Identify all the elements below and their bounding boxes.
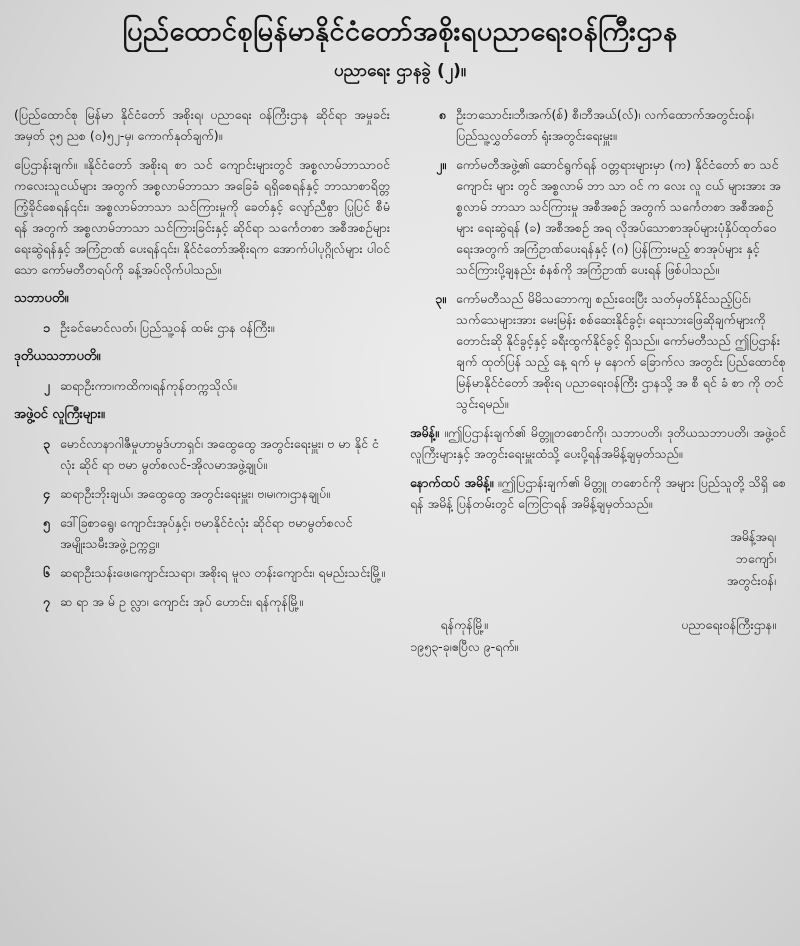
- page-title: ပြည်ထောင်စုမြန်မာနိုင်ငံတော်အစိုးရပညာရေးဝန်ကြီးဌာန: [122, 16, 678, 47]
- intro-paragraph: (ပြည်ထောင်စု မြန်မာ နိုင်ငံတော် အစိုးရ၊ ပညာရေး ဝန်ကြီးဌာန ဆိုင်ရာ အမှုခင်း အမှတ် ၃၅ ညစ (၀)၅၂-မှ၊ ကောက်နုတ်ချက်)။: [14, 107, 390, 143]
- by-order-line: အမိန့်အရ၊: [730, 529, 776, 544]
- members-heading: အဖွဲ့ဝင် လူကြီးများ။: [14, 407, 105, 422]
- order-text: ။ဤပြဌာန်းချက်၏ မိတ္တူတစောင်ကို၊ သဘာပတိ၊ ဒုတိယသဘာပတိ၊ အဖွဲ့ဝင် လူကြီးများနှင့် အတွင်းရေးမှူးထံသို့ ပေးပို့ရန်အမိန့်ချမှတ်သည်။: [410, 425, 786, 461]
- place-date: [410, 614, 518, 658]
- further-order-label: နောက်ထပ် အမိန့်။: [410, 475, 494, 490]
- paragraph-number: ၃။: [435, 291, 446, 306]
- signatory-title: အတွင်းဝန်၊: [726, 573, 776, 588]
- item-text: ဆရာဦးဘိုးချယ်၊ အထွေထွေ အတွင်းရေးမှူး၊ ဗ၊မ၊က၊ဌာနချုပ်။: [60, 486, 330, 501]
- item-text: ဒေါ်ခြစာရွေ၊ ကျောင်းအုပ်နှင့်၊ ဗမာနိုင်ငံလုံး ဆိုင်ရာ ဗမာမွတ်စလင် အမျိုးသမီးအဖွဲ့ဥက္ကဋ္ဌ။: [60, 515, 353, 551]
- list-item: [14, 562, 390, 583]
- item-number: ၅: [42, 515, 50, 530]
- powers-paragraph: [410, 288, 786, 414]
- signatory-name: ဘကျော်၊: [735, 551, 776, 566]
- list-item: [14, 317, 390, 338]
- item-text: ဦးခင်မောင်လတ်၊ ပြည်သူ့ဝန် ထမ်း ဌာန ဝန်ကြီး။: [60, 320, 275, 335]
- paragraph-number: ၂။: [436, 157, 446, 172]
- item-number: ၆: [42, 565, 50, 580]
- list-item: [14, 512, 390, 554]
- right-column: [410, 104, 786, 658]
- item-number: ၄: [42, 486, 50, 501]
- item-number: ၂: [43, 378, 50, 393]
- further-order-text: ။ဤပြဌာန်းချက်၏ မိတ္တူ တစောင်ကို အများ ပြည်သူတို့ သိရှိ စေရန် အမိန့် ပြန်တမ်းတွင် ကြေငြာရန် အမိန့်ချမှတ်သည်။: [410, 475, 786, 511]
- paragraph-text: ကော်မတီသည် မိမိသဘောကျ စည်းဝေးပြီး သတ်မှတ်နိုင်သည့်ပြင်၊ သက်သေများအား မေးမြန်း စစ်ဆေးနိုင်ခွင့်၊ ရေးသားဖြေဆိုချက်များကို တောင်းဆို နိုင်ခွင့်နှင့် ခရီးထွက်နိုင်ခွင့် ရှိသည်။ ကော်မတီသည် ဤပြဌာန်း ချက် ထုတ်ပြန် သည့် နေ့ ရက် မှ နောက် ခြောက်လ အတွင်း ပြည်ထောင်စု မြန်မာနိုင်ငံတော် အစိုးရ ပညာရေးဝန်ကြီး ဌာနသို့ အ စီ ရင် ခံ စာ ကို တင်သွင်းရမည်။: [456, 291, 786, 411]
- list-item: [14, 591, 390, 612]
- signature-block: [410, 526, 786, 592]
- text-columns: [14, 104, 786, 658]
- paragraph-text: ကော်မတီအဖွဲ့၏ ဆောင်ရွက်ရန် ဝတ္တရားများမှာ (က) နိုင်ငံတော် စာ သင် ကျောင်း များ တွင် အစ္စလာမ် ဘာ သာ ဝင် က လေး လူ ငယ် များအား အစ္စလာမ် ဘာသာ သင်ကြားမှု အစီအစဉ် အတွက် သင်္ကေတစာ အစီအစဉ်များ ရေးဆွဲရန် (ခ) အစီအစဉ် အရ လိုအပ်သောစာအုပ်များပုံနှိပ်ထုတ်ဝေရေးအတွက် အကြံဥာဏ်ပေးရန်နှင့် (ဂ) ပြန်ကြားမည့် စာအုပ်များ နှင့် သင်ကြားပို့ချနည်း စံနစ်ကို အကြံဥာဏ် ပေးရန် ဖြစ်ပါသည်။: [456, 157, 781, 277]
- issue-date: ၁၉၅၃-ခု၊ဧပြီလ ၉-ရက်။: [410, 639, 519, 654]
- duties-paragraph: [410, 154, 786, 280]
- item-text: ဆရာဦးကာ၊ကထိက၊ရန်ကုန်တက္ကသိုလ်။: [60, 378, 237, 393]
- list-item: [14, 433, 390, 475]
- item-number: ၁: [42, 320, 50, 335]
- vice-chairman-heading: ဒုတိယသဘာပတိ။: [14, 349, 101, 364]
- item-number: ၃: [42, 436, 50, 451]
- order-label: အမိန့်။: [410, 425, 439, 440]
- issuing-office: ပညာရေးဝန်ကြီးဌာန။: [681, 617, 776, 632]
- chairman-heading: သဘာပတိ။: [14, 291, 69, 306]
- place-name: ရန်ကုန်မြို့။: [440, 617, 488, 632]
- item-text: ဆ ရာ အ မ် ဥ လ္လာ၊ ကျောင်း အုပ် ဟောင်း၊ ရန်ကုန်မြို့။: [60, 594, 303, 609]
- order-paragraph: [410, 422, 786, 464]
- item-number: ၇: [42, 594, 50, 609]
- item-text: ဆရာဦးသန်းဖေ၊ကျောင်းသရာ၊ အစိုးရ မူလ တန်းကျောင်း၊ ရမည်းသင်းမြို့။: [60, 565, 386, 580]
- list-item: [410, 104, 786, 146]
- list-item: [14, 375, 390, 396]
- item-number: ၈: [438, 107, 446, 122]
- document-footer: [410, 614, 786, 658]
- further-order-paragraph: [410, 472, 786, 514]
- page-subtitle: ပညာရေး ဌာနခွဲ (၂)။: [333, 61, 467, 81]
- announcement-paragraph: ပြေဌာန်းချက်။ ။နိုင်ငံတော် အစိုးရ စာ သင် ကျောင်းများတွင် အစ္စလာမ်ဘာသာဝင်ကလေးသူငယ်များ အတွက် အစ္စလာမ်ဘာသာ အခြေခံ ရရှိစေရန်နှင့် ဘာသာစာရိတ္တ ကြံ့ခိုင်စေရန်၎င်း၊ အစ္စလာမ်ဘာသာ သင်ကြားမှုကို ခေတ်နှင့် လျော်ညီစွာ ပြုပြင် စီမံရန် အတွက် အစ္စလာမ်ဘာသာ သင်ကြားခြင်းနှင့် ဆိုင်ရာ သင်္ကေတစာ အစီအစဉ်များ ရေးဆွဲရန်နှင့် အကြံဥာဏ် ပေးရန်၎င်း၊ နိုင်ငံတော်အစိုးရက အောက်ပါပုဂ္ဂိုလ်များ ပါဝင်သော ကော်မတီတရပ်ကို ခန့်အပ်လိုက်ပါသည်။: [14, 157, 390, 277]
- list-item: [14, 483, 390, 504]
- item-text: ဦးဘသောင်း၊ဘီ၊အက်(စ်) စီ၊ဘီအယ်(လ်)၊ လက်ထောက်အတွင်းဝန်၊ ပြည်သူ့လွှတ်တော် ရုံးအတွင်းရေးမှူး။: [456, 107, 754, 143]
- item-text: မောင်လာနာဂါဇီမှုဟာမွဒ်ဟာရှင်၊ အထွေထွေ အတွင်းရေးမှူး၊ ဗ မာ နိုင် ငံ လုံး ဆိုင် ရာ ဗမာ မွတ်စလင်-အိုလမာအဖွဲ့ချုပ်။: [60, 436, 379, 472]
- left-column: [14, 104, 390, 658]
